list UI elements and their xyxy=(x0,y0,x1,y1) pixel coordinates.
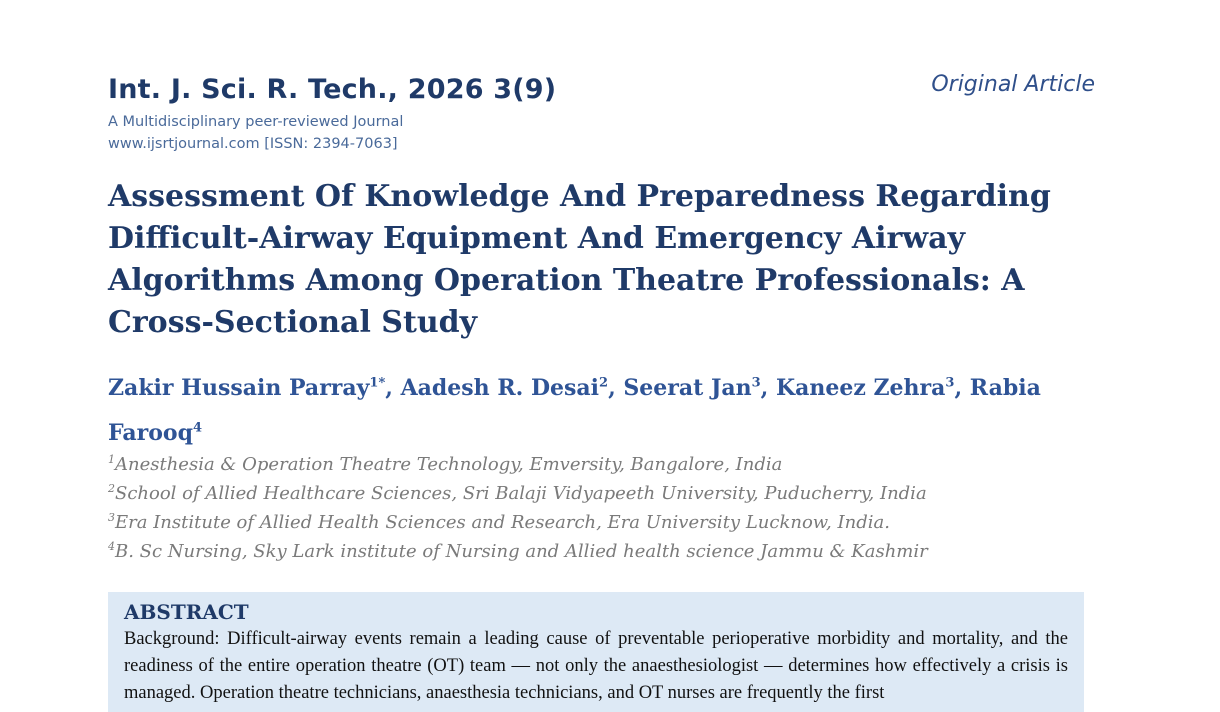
abstract-heading: ABSTRACT xyxy=(124,600,249,624)
author-list xyxy=(108,364,1068,453)
journal-title: Int. J. Sci. R. Tech., 2026 3(9) xyxy=(108,74,557,105)
author: Rabia Farooq$^4$ xyxy=(108,375,1041,446)
affiliation: $^4$B. Sc Nursing, Sky Lark institute of Nursing and Allied health science Jammu & Kashmir xyxy=(108,540,928,562)
author: Kaneez Zehra$^3$, xyxy=(775,375,970,402)
author: Zakir Hussain Parray$^{1*}$, xyxy=(108,375,401,402)
journal-subtitle: A Multidisciplinary peer-reviewed Journal xyxy=(108,114,404,130)
article-type: Original Article xyxy=(931,72,1095,97)
affiliation: $^3$Era Institute of Allied Health Sciences and Research, Era University Lucknow, India. xyxy=(108,511,890,533)
abstract-text: Background: Difficult-airway events remain a leading cause of preventable perioperative morbidity and mortality, and the readiness of the entire operation theatre (OT) team — not only the anaesthesiologist — determines how effectively a crisis is managed. Operation theatre technicians, anaesthesia technicians, and OT nurses are frequently the first xyxy=(124,629,1068,703)
affiliation: $^2$School of Allied Healthcare Sciences, Sri Balaji Vidyapeeth University, Puducherry, India xyxy=(108,482,927,504)
author: Seerat Jan$^3$, xyxy=(623,375,776,402)
abstract-box xyxy=(108,592,1084,712)
author: Aadesh R. Desai$^2$, xyxy=(400,375,624,402)
affiliation: $^1$Anesthesia & Operation Theatre Technology, Emversity, Bangalore, India xyxy=(108,453,783,475)
journal-url[interactable]: www.ijsrtjournal.com [ISSN: 2394-7063] xyxy=(108,136,398,152)
paper-title: Assessment Of Knowledge And Preparedness Regarding Difficult-Airway Equipment And Emergency Airway Algorithms Among Operation Theatre Professionals: A Cross-Sectional Study xyxy=(108,179,1051,340)
